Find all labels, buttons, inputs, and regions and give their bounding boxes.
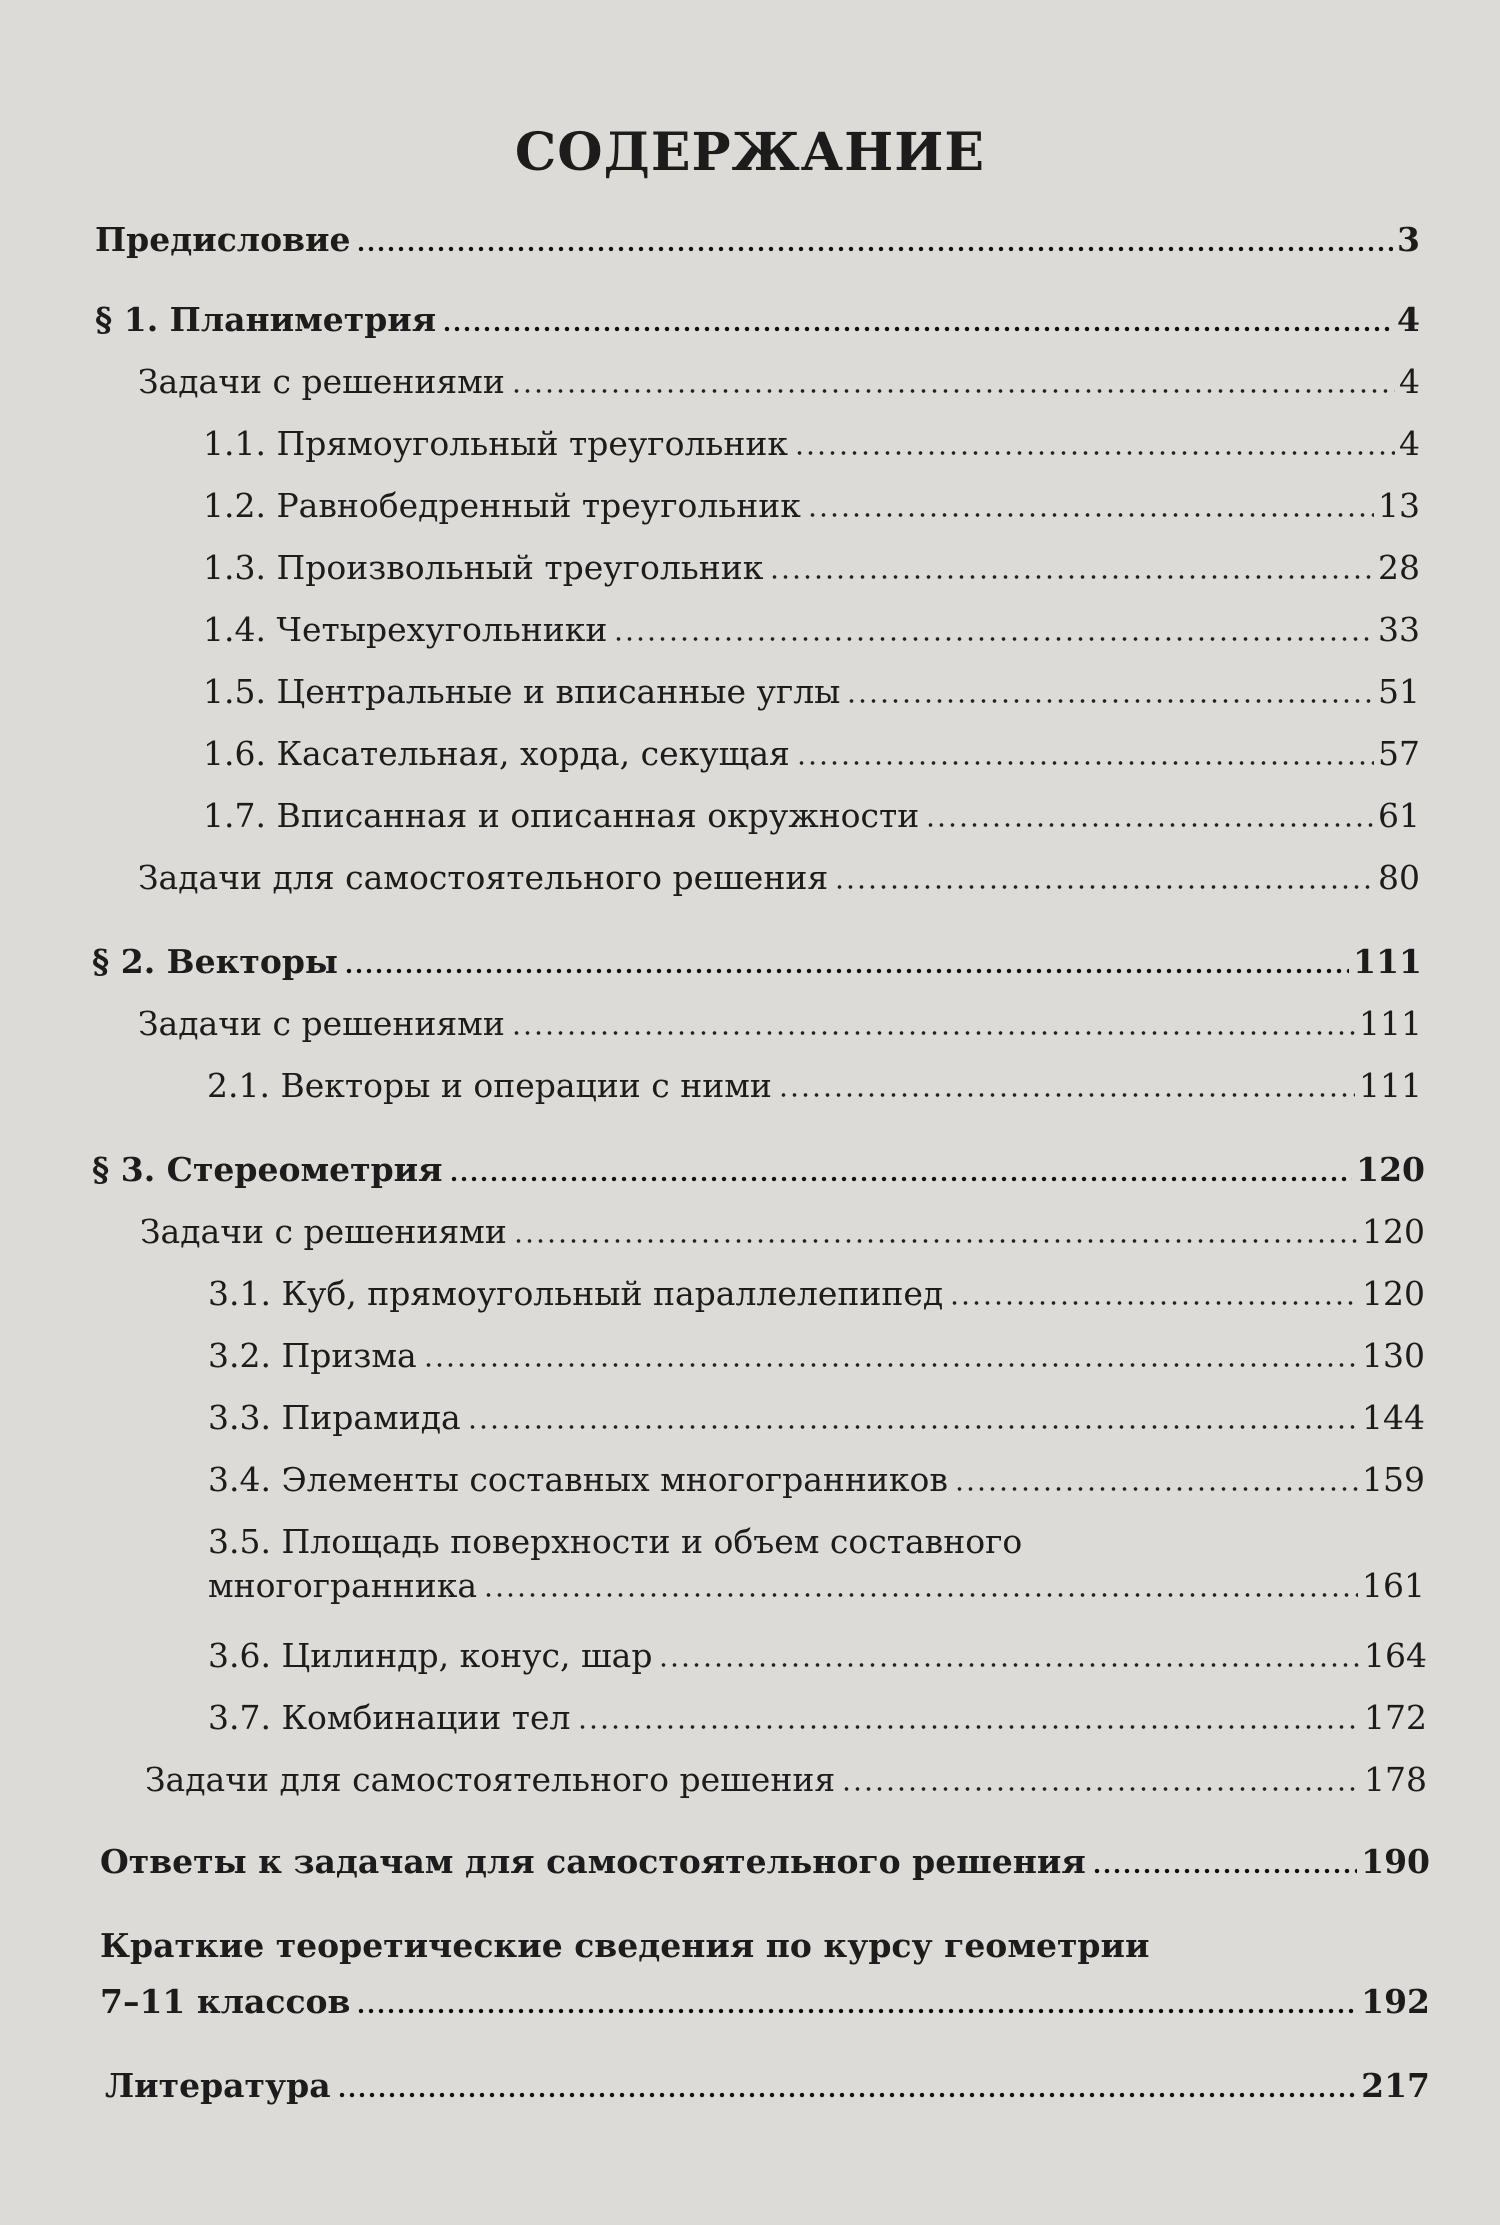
toc-entry-page: 144 xyxy=(1362,1398,1425,1437)
dot-leader xyxy=(658,1662,1360,1668)
toc-entry-answers[interactable] xyxy=(100,1840,1430,1884)
toc-entry-page: 120 xyxy=(1356,1150,1425,1189)
dot-leader xyxy=(925,822,1374,828)
dot-leader xyxy=(467,1424,1358,1430)
toc-entry-page: 111 xyxy=(1359,1066,1422,1105)
toc-entry-label: Задачи с решениями xyxy=(138,1004,505,1043)
toc-entry-item-multiline[interactable] xyxy=(208,1520,1425,1608)
toc-entry-label: 1.4. Четырехугольники xyxy=(203,610,608,649)
toc-entry-page: 13 xyxy=(1378,486,1420,525)
dot-leader xyxy=(356,2008,1357,2014)
dot-leader xyxy=(613,636,1374,642)
toc-entry-page: 61 xyxy=(1378,796,1420,835)
toc-entry-label: 1.5. Центральные и вписанные углы xyxy=(203,672,841,711)
toc-entry-label: Задачи с решениями xyxy=(138,362,505,401)
toc-entry-label: 3.4. Элементы составных многогранников xyxy=(208,1460,948,1499)
dot-leader xyxy=(769,574,1374,580)
toc-entry-page: 120 xyxy=(1362,1212,1425,1251)
dot-leader xyxy=(337,2092,1358,2098)
toc-entry-label: Задачи с решениями xyxy=(140,1212,507,1251)
toc-entry-label-line2: 7–11 классов xyxy=(100,1982,351,2021)
toc-entry-page: 3 xyxy=(1397,220,1420,259)
toc-entry-label: 1.2. Равнобедренный треугольник xyxy=(203,486,801,525)
toc-entry-page: 4 xyxy=(1399,424,1420,463)
toc-entry-label-line1: Краткие теоретические сведения по курсу геометрии xyxy=(100,1926,1150,1965)
toc-entry-page: 178 xyxy=(1364,1760,1427,1799)
toc-entry-item[interactable] xyxy=(208,1696,1427,1740)
toc-entry-theory[interactable] xyxy=(100,1924,1430,2024)
toc-entry-label: 3.6. Цилиндр, конус, шар xyxy=(208,1636,653,1675)
dot-leader xyxy=(511,388,1395,394)
toc-entry-page: 28 xyxy=(1378,548,1420,587)
toc-entry-item[interactable] xyxy=(203,732,1420,776)
dot-leader xyxy=(796,760,1374,766)
toc-entry-subsection[interactable] xyxy=(145,1758,1427,1802)
toc-entry-label: 3.3. Пирамида xyxy=(208,1398,461,1437)
toc-entry-page: 161 xyxy=(1362,1566,1425,1605)
toc-entry-page: 159 xyxy=(1362,1460,1425,1499)
page-title: СОДЕРЖАНИЕ xyxy=(514,122,986,183)
toc-entry-item[interactable] xyxy=(203,608,1420,652)
toc-entry-item[interactable] xyxy=(208,1396,1425,1440)
dot-leader xyxy=(841,1786,1360,1792)
toc-entry-section-2[interactable] xyxy=(92,940,1422,984)
dot-leader xyxy=(807,512,1374,518)
toc-entry-page: 57 xyxy=(1378,734,1420,773)
toc-entry-label: 1.1. Прямоугольный треугольник xyxy=(203,424,788,463)
dot-leader xyxy=(778,1092,1355,1098)
toc-entry-label-line2: многогранника xyxy=(208,1566,478,1605)
toc-entry-item[interactable] xyxy=(208,1334,1425,1378)
toc-entry-page: 80 xyxy=(1378,858,1420,897)
toc-entry-page: 111 xyxy=(1353,942,1422,981)
toc-entry-subsection[interactable] xyxy=(138,856,1420,900)
toc-entry-page: 4 xyxy=(1399,362,1420,401)
toc-entry-item[interactable] xyxy=(208,1634,1427,1678)
toc-entry-item[interactable] xyxy=(203,670,1420,714)
toc-entry-label: Ответы к задачам для самостоятельного решения xyxy=(100,1842,1086,1881)
dot-leader xyxy=(834,884,1374,890)
toc-entry-item[interactable] xyxy=(208,1272,1425,1316)
toc-entry-label: Задачи для самостоятельного решения xyxy=(145,1760,836,1799)
dot-leader xyxy=(794,450,1395,456)
toc-entry-page: 130 xyxy=(1362,1336,1425,1375)
toc-entry-label: 2.1. Векторы и операции с ними xyxy=(207,1066,772,1105)
toc-entry-subsection[interactable] xyxy=(140,1210,1425,1254)
dot-leader xyxy=(449,1176,1353,1182)
toc-entry-label: 1.7. Вписанная и описанная окружности xyxy=(203,796,920,835)
toc-entry-page: 4 xyxy=(1397,300,1420,339)
toc-entry-page: 164 xyxy=(1364,1636,1427,1675)
toc-entry-page: 120 xyxy=(1362,1274,1425,1313)
dot-leader xyxy=(846,698,1374,704)
toc-entry-label: 3.7. Комбинации тел xyxy=(208,1698,571,1737)
toc-entry-label: 1.6. Касательная, хорда, секущая xyxy=(203,734,790,773)
toc-entry-label: Задачи для самостоятельного решения xyxy=(138,858,829,897)
dot-leader xyxy=(1092,1868,1357,1874)
toc-entry-label: 1.3. Произвольный треугольник xyxy=(203,548,764,587)
toc-entry-page: 111 xyxy=(1359,1004,1422,1043)
dot-leader xyxy=(511,1030,1355,1036)
toc-entry-item[interactable] xyxy=(203,546,1420,590)
toc-entry-page: 192 xyxy=(1361,1982,1430,2021)
toc-entry-label-line1: 3.5. Площадь поверхности и объем составного xyxy=(208,1522,1023,1561)
toc-entry-preface[interactable] xyxy=(95,218,1420,262)
toc-entry-literature[interactable] xyxy=(105,2064,1430,2108)
dot-leader xyxy=(577,1724,1360,1730)
toc-entry-label: § 3. Стереометрия xyxy=(92,1150,443,1189)
toc-entry-page: 172 xyxy=(1364,1698,1427,1737)
toc-entry-section-3[interactable] xyxy=(92,1148,1425,1192)
toc-entry-page: 190 xyxy=(1361,1842,1430,1881)
toc-entry-item[interactable] xyxy=(203,422,1420,466)
toc-entry-line2 xyxy=(100,1980,1430,2024)
toc-entry-section-1[interactable] xyxy=(95,298,1420,342)
dot-leader xyxy=(423,1362,1358,1368)
dot-leader xyxy=(949,1300,1358,1306)
toc-entry-subsection[interactable] xyxy=(138,360,1420,404)
toc-entry-page: 51 xyxy=(1378,672,1420,711)
toc-entry-item[interactable] xyxy=(207,1064,1422,1108)
dot-leader xyxy=(954,1486,1358,1492)
toc-entry-item[interactable] xyxy=(203,794,1420,838)
toc-entry-item[interactable] xyxy=(208,1458,1425,1502)
toc-entry-page: 33 xyxy=(1378,610,1420,649)
toc-entry-label: § 1. Планиметрия xyxy=(95,300,437,339)
toc-entry-page: 217 xyxy=(1361,2066,1430,2105)
toc-entry-subsection[interactable] xyxy=(138,1002,1422,1046)
toc-entry-label: § 2. Векторы xyxy=(92,942,339,981)
dot-leader xyxy=(513,1238,1358,1244)
dot-leader xyxy=(344,968,1349,974)
toc-entry-label: 3.1. Куб, прямоугольный параллелепипед xyxy=(208,1274,944,1313)
toc-entry-label: Литература xyxy=(105,2066,331,2105)
toc-entry-item[interactable] xyxy=(203,484,1420,528)
toc-entry-line2 xyxy=(208,1564,1425,1608)
toc-entry-label: Предисловие xyxy=(95,220,351,259)
dot-leader xyxy=(442,326,1393,332)
toc-entry-label: 3.2. Призма xyxy=(208,1336,417,1375)
dot-leader xyxy=(356,246,1393,252)
dot-leader xyxy=(483,1592,1358,1598)
